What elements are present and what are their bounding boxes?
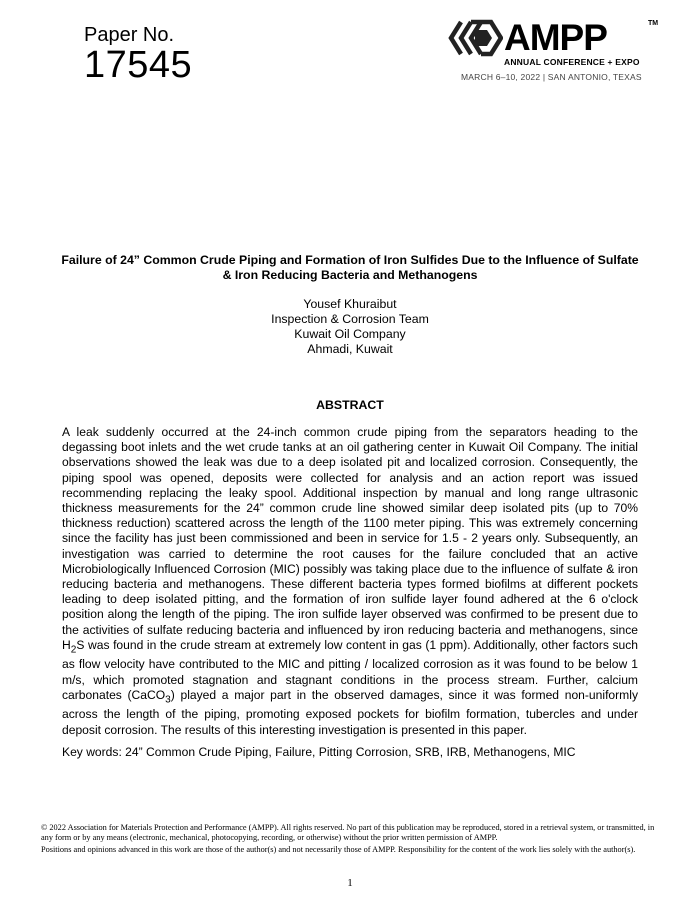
- paper-number: 17545: [84, 44, 193, 86]
- logo-brand: AMPP: [504, 17, 607, 58]
- subscript-3: 3: [165, 694, 171, 706]
- paper-number-block: [84, 24, 192, 84]
- ampp-logo: [447, 16, 662, 86]
- abstract-text-3: ) played a major part in the observed damages, since it was formed non-uniformly across the length of the piping, promoting exposed pockets for biofilm formation, tubercles and under deposit corrosion. The results of this interesting investigation is presented in this paper.: [62, 687, 638, 737]
- paper-title: Failure of 24” Common Crude Piping and Formation of Iron Sulfides Due to the Influence of Sulfate & Iron Reducing Bacteria and Methanogens: [61, 253, 639, 282]
- abstract-text-1: A leak suddenly occurred at the 24-inch common crude piping from the separators heading to the degassing boot inlets and the wet crude tanks at an oil gathering center in Kuwait Oil Company. The initial observations showed the leak was due to a deep isolated pit and localized corrosion. Consequently, the piping spool was opened, deposits were collected for analysis and an action report was issued recommending replacing the leaky spool. Additional inspection by manual and long range ultrasonic thickness measurements for the 24” common crude line showed similar deep isolated pits (up to 70% thickness reduction) scattered across the length of the 1100 meter piping. This was extremely concerning since the facility has just been commissioned and been in service for 1.5 - 2 years only. Subsequently, an investigation was carried to determine the root causes for the failure concluded that an active Microbiologically Influenced Corrosion (MIC) possibly was taking place due to the influence of sulfate & iron reducing bacteria and methanogens. These different bacteria types formed biofilms at different pockets leading to deep isolated pitting, and the formation of iron sulfide layer found adhered at the 6 o'clock position along the length of the piping. The iron sulfide layer observed was confirmed to be present due to the activities of sulfate reducing bacteria and influenced by iron reducing bacteria and methanogens, since H: [62, 425, 638, 652]
- abstract-body: [62, 425, 638, 738]
- copyright-notice: © 2022 Association for Materials Protection and Performance (AMPP). All rights reserved. No part of this publication may be reproduced, stored in a retrieval system, or transmitted, in any form or by any means (electronic, mechanical, photocopying, recording, or otherwise) without the prior written permission of AMPP.: [41, 823, 655, 842]
- author-company: Kuwait Oil Company: [294, 327, 406, 341]
- footer: [41, 823, 661, 858]
- page-number: 1: [347, 877, 353, 889]
- author-block: [0, 297, 700, 357]
- keywords: Key words: 24” Common Crude Piping, Failure, Pitting Corrosion, SRB, IRB, Methanogens, MIC: [62, 745, 576, 759]
- author-location: Ahmadi, Kuwait: [307, 342, 393, 356]
- ampp-hexagon-logo-icon: [447, 16, 503, 60]
- author-team: Inspection & Corrosion Team: [271, 312, 429, 326]
- abstract-text-2: S was found in the crude stream at extremely low content in gas (1 ppm). Additionally, other factors such as flow velocity have contributed to the MIC and pitting / localized corrosion as it was found to be below 1 m/s, which promoted stagnation and stagnant conditions in the process stream. Further, calcium carbonates (CaCO: [62, 637, 638, 702]
- conference-date: MARCH 6–10, 2022 | SAN ANTONIO, TEXAS: [461, 72, 642, 82]
- author-name: Yousef Khuraibut: [303, 297, 397, 311]
- subscript-2: 2: [70, 644, 77, 656]
- disclaimer: Positions and opinions advanced in this work are those of the author(s) and not necessarily those of AMPP. Responsibility for the content of the work lies solely with the author(s).: [41, 845, 636, 855]
- logo-tm: TM: [648, 20, 659, 27]
- abstract-heading: ABSTRACT: [316, 398, 384, 412]
- logo-subtitle: ANNUAL CONFERENCE + EXPO: [504, 57, 640, 67]
- paper-label: Paper No.: [84, 24, 175, 46]
